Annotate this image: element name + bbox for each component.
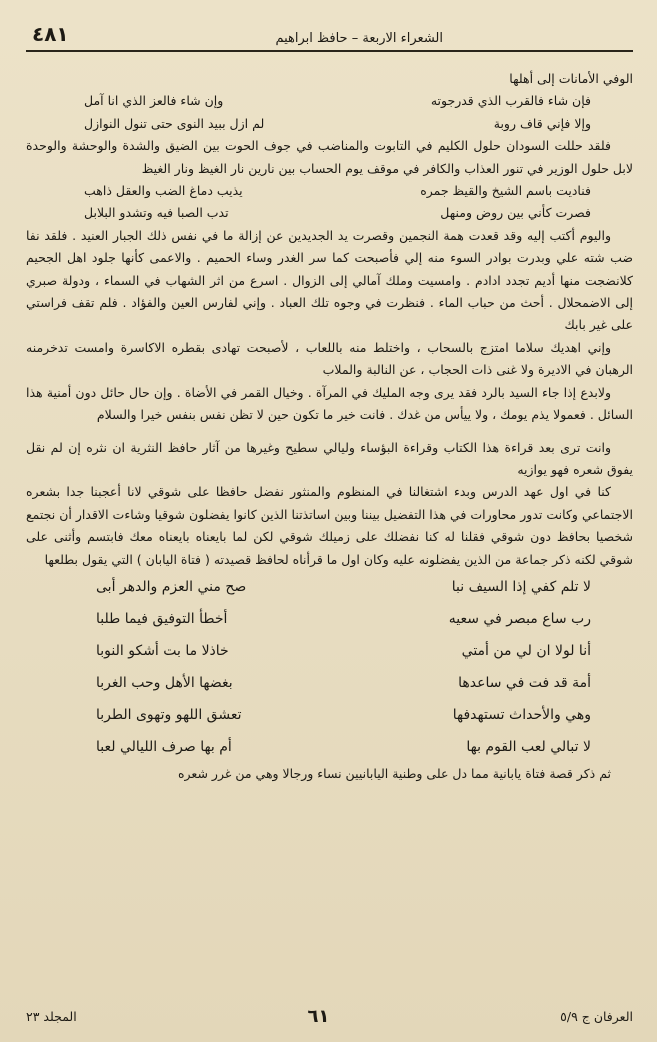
verse-line [26,113,633,135]
paragraph: الوفي الأمانات إلى أهلها [509,71,633,86]
verse-hemistich: لم ازل ببيد النوى حتى تنول النوازل [84,115,265,131]
verse-line [26,571,633,603]
paragraph: فلقد حللت السودان حلول الكليم في التابوت والمناضب في جوف الحوت بين الضيق والشدة والوحشة والوحدة لابل حلول الوزير في تنور العذاب والكافر في موقف يوم الحساب بين نارين نار الغيظ ونار الغيظ [26,138,633,176]
paragraph: وانت ترى بعد قراءة هذا الكتاب وقراءة البؤساء وليالي سطيح وغيرها من آثار حافظ النثرية ان نثره إن لم نقل يفوق شعره فهو يوازيه [26,439,633,477]
verse-hemistich: فإن شاء فالقرب الذي قدرجوته [430,93,591,109]
paragraph: واليوم أكتب إليه وقد قعدت همة النجمين وقصرت يد الجديدين عن إزالة ما في نفس ذلك الجبار العنيد . فلقد نفا ضب شته علي وبدرت بوادر السوء منه إلي فأصبحت كما سر الغدر وساء الحميم . والاعمى كأنها جلود اهل الجحيم كلانضجت منها أديم تجدد ادادم . وامسيت وملك آمالي إلى الزوال . اسرع من اثر الشهاب في السماء ، ودولة صبري إلى الاضمحلال . أحث من حباب الماء . فنظرت في وجوه تلك العباد . وإني لفارس العين والفؤاد . فلم تقف فراستي على غير بابك [26,227,633,333]
spacer [26,427,633,437]
journal-issue: العرفان ج ٥/٩ [560,1008,633,1024]
running-title: الشعراء الاربعة – حافظ ابراهيم [275,31,443,46]
verse-line [26,731,633,763]
volume-label: المجلد ٢٣ [26,1008,77,1024]
verse-line [26,202,633,224]
verse-line [26,180,633,202]
page-footer [26,1004,633,1028]
verse-line [26,699,633,731]
verse-hemistich: بغضها الأهل وحب الغربا [96,674,233,691]
verse-hemistich: لا تبالي لعب القوم بها [466,738,591,755]
verse-hemistich: لا تلم كفي إذا السيف نبا [451,578,591,595]
verse-line [26,603,633,635]
verse-hemistich: أخطأ التوفيق فيما طلبا [96,610,228,627]
verse-hemistich: تدب الصبا فيه وتشدو البلابل [84,205,229,221]
paragraph: ولابدع إذا جاء السيد بالرد فقد يرى وجه المليك في المرآة . وخيال القمر في الأضاة . وإن حال حائل دون أمنية هذا السائل . فعموﻻ يذم يومك ، ولا ييأس من غدك . فانت خير ما تكون حين لا تظن نفس بنفس خيرا والسلام [26,384,633,423]
verse-hemistich: تعشق اللهو وتهوى الطربا [96,706,242,723]
verse-hemistich: أم بها صرف الليالي لعبا [96,738,232,755]
verse-hemistich: صح مني العزم والدهر أبى [96,578,247,595]
verse-hemistich: وإن شاء فالعز الذي انا آمل [84,93,224,109]
paragraph: كنا في اول عهد الدرس وبدء اشتغالنا في المنظوم والمنثور نفضل حافظا على شوقي لانا أعجبنا جدا بشعره الاجتماعي وكانت تدور محاورات في هذا التفضيل بيننا وبين اساتذتنا الذين كانوا يفضلون شوقيا وشاءت الاقدار أن نجتمع شخصيا بحافظ دون شوقي فقلنا له كنا نفضلك على زميلك شوقي لكن لما بايعناه بايعناه معك فابتسم وأثنى على شوقي لكنه ذكر جماعة من الذين يفضلونه عليه وكان اول ما قرأناه لحافظ قصيدته ( فتاة اليابان ) التي يقول بطلعها [26,484,633,567]
page-header [26,0,633,52]
verse-hemistich: أنا لولا ان لي من أمتي [461,642,591,659]
paragraph: ثم ذكر قصة فتاة يابانية مما دل على وطنية اليابانيين نساء ورجالا وهي من غرر شعره [177,765,611,781]
verse-hemistich: خاذلا ما بت أشكو النوبا [96,642,229,659]
page-body [26,68,633,785]
paragraph: وإني اهديك سلاما امتزج بالسحاب ، واختلط منه باللعاب ، لأصبحت تهادى بقطره الاكاسرة وامست تدخرمنه الرهبان في الاديرة ولا غنى ذات الحجاب ، عن النالبة والملاب [26,339,633,378]
page-number: ٤٨١ [32,22,69,46]
footer-page-number: ٦١ [307,1005,330,1027]
verse-hemistich: وهي والأحداث تستهدفها [452,706,591,723]
verse-hemistich: فناديت باسم الشيخ والقيظ جمره [420,183,591,199]
verse-line [26,635,633,667]
verse-line [26,667,633,699]
verse-hemistich: وإلا فإني قاف روبة [493,115,591,131]
verse-hemistich: يذيب دماغ الضب والعقل ذاهب [84,183,243,199]
verse-hemistich: فصرت كأني بين روض ومنهل [440,205,591,221]
verse-hemistich: رب ساع مبصر في سعيه [448,610,591,627]
verse-line [26,90,633,112]
verse-hemistich: أمة قد فت في ساعدها [458,674,591,691]
